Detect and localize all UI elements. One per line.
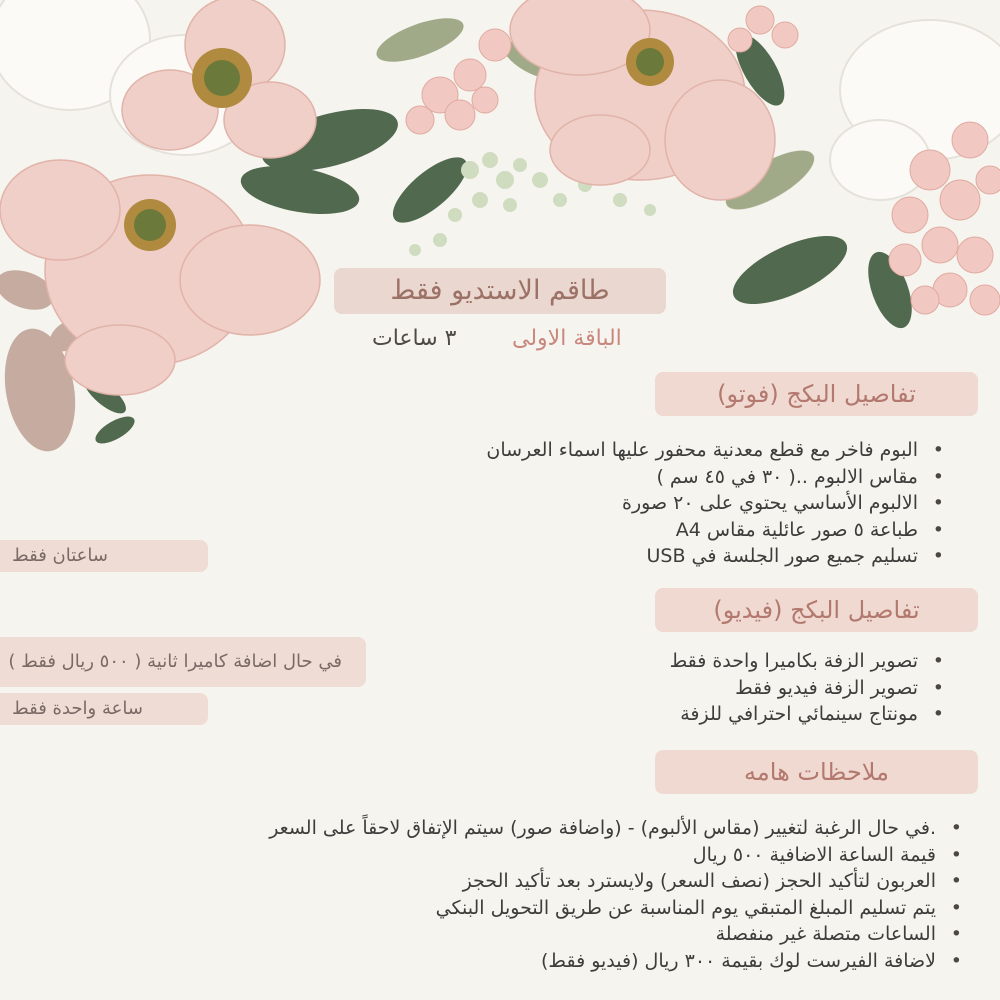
- package-name: الباقة الاولى: [512, 326, 622, 351]
- list-item: • تصوير الزفة بكاميرا واحدة فقط: [670, 648, 944, 675]
- list-item: • يتم تسليم المبلغ المتبقي يوم المناسبة عن طريق التحويل البنكي: [269, 895, 962, 922]
- photo-duration-note: ساعتان فقط: [0, 540, 208, 572]
- notes-list: [269, 815, 962, 974]
- photo-section-heading: تفاصيل البكج (فوتو): [655, 372, 978, 416]
- list-item: • طباعة ٥ صور عائلية مقاس A4: [486, 517, 944, 544]
- video-section-heading: تفاصيل البكج (فيديو): [655, 588, 978, 632]
- list-item: • لاضافة الفيرست لوك بقيمة ٣٠٠ ريال (فيديو فقط): [269, 948, 962, 975]
- list-item: • الساعات متصلة غير منفصلة: [269, 921, 962, 948]
- list-item: • تسليم جميع صور الجلسة في USB: [486, 543, 944, 570]
- package-hours: ٣ ساعات: [372, 326, 457, 351]
- list-item: • .في حال الرغبة لتغيير (مقاس الألبوم) - (واضافة صور) سيتم الإتفاق لاحقاً على السعر: [269, 815, 962, 842]
- list-item: • قيمة الساعة الاضافية ٥٠٠ ريال: [269, 842, 962, 869]
- list-item: • البوم فاخر مع قطع معدنية محفور عليها اسماء العرسان: [486, 437, 944, 464]
- video-details-list: [670, 648, 944, 728]
- second-camera-note: في حال اضافة كاميرا ثانية ( ٥٠٠ ريال فقط ): [0, 637, 366, 687]
- list-item: • تصوير الزفة فيديو فقط: [670, 675, 944, 702]
- list-item: • مونتاج سينمائي احترافي للزفة: [670, 701, 944, 728]
- photo-details-list: [486, 437, 944, 570]
- list-item: • مقاس الالبوم ..( ٣٠ في ٤٥ سم ): [486, 464, 944, 491]
- notes-section-heading: ملاحظات هامه: [655, 750, 978, 794]
- list-item: • العربون لتأكيد الحجز (نصف السعر) ولايسترد بعد تأكيد الحجز: [269, 868, 962, 895]
- list-item: • الالبوم الأساسي يحتوي على ٢٠ صورة: [486, 490, 944, 517]
- video-duration-note: ساعة واحدة فقط: [0, 693, 208, 725]
- page-title: طاقم الاستديو فقط: [334, 268, 666, 314]
